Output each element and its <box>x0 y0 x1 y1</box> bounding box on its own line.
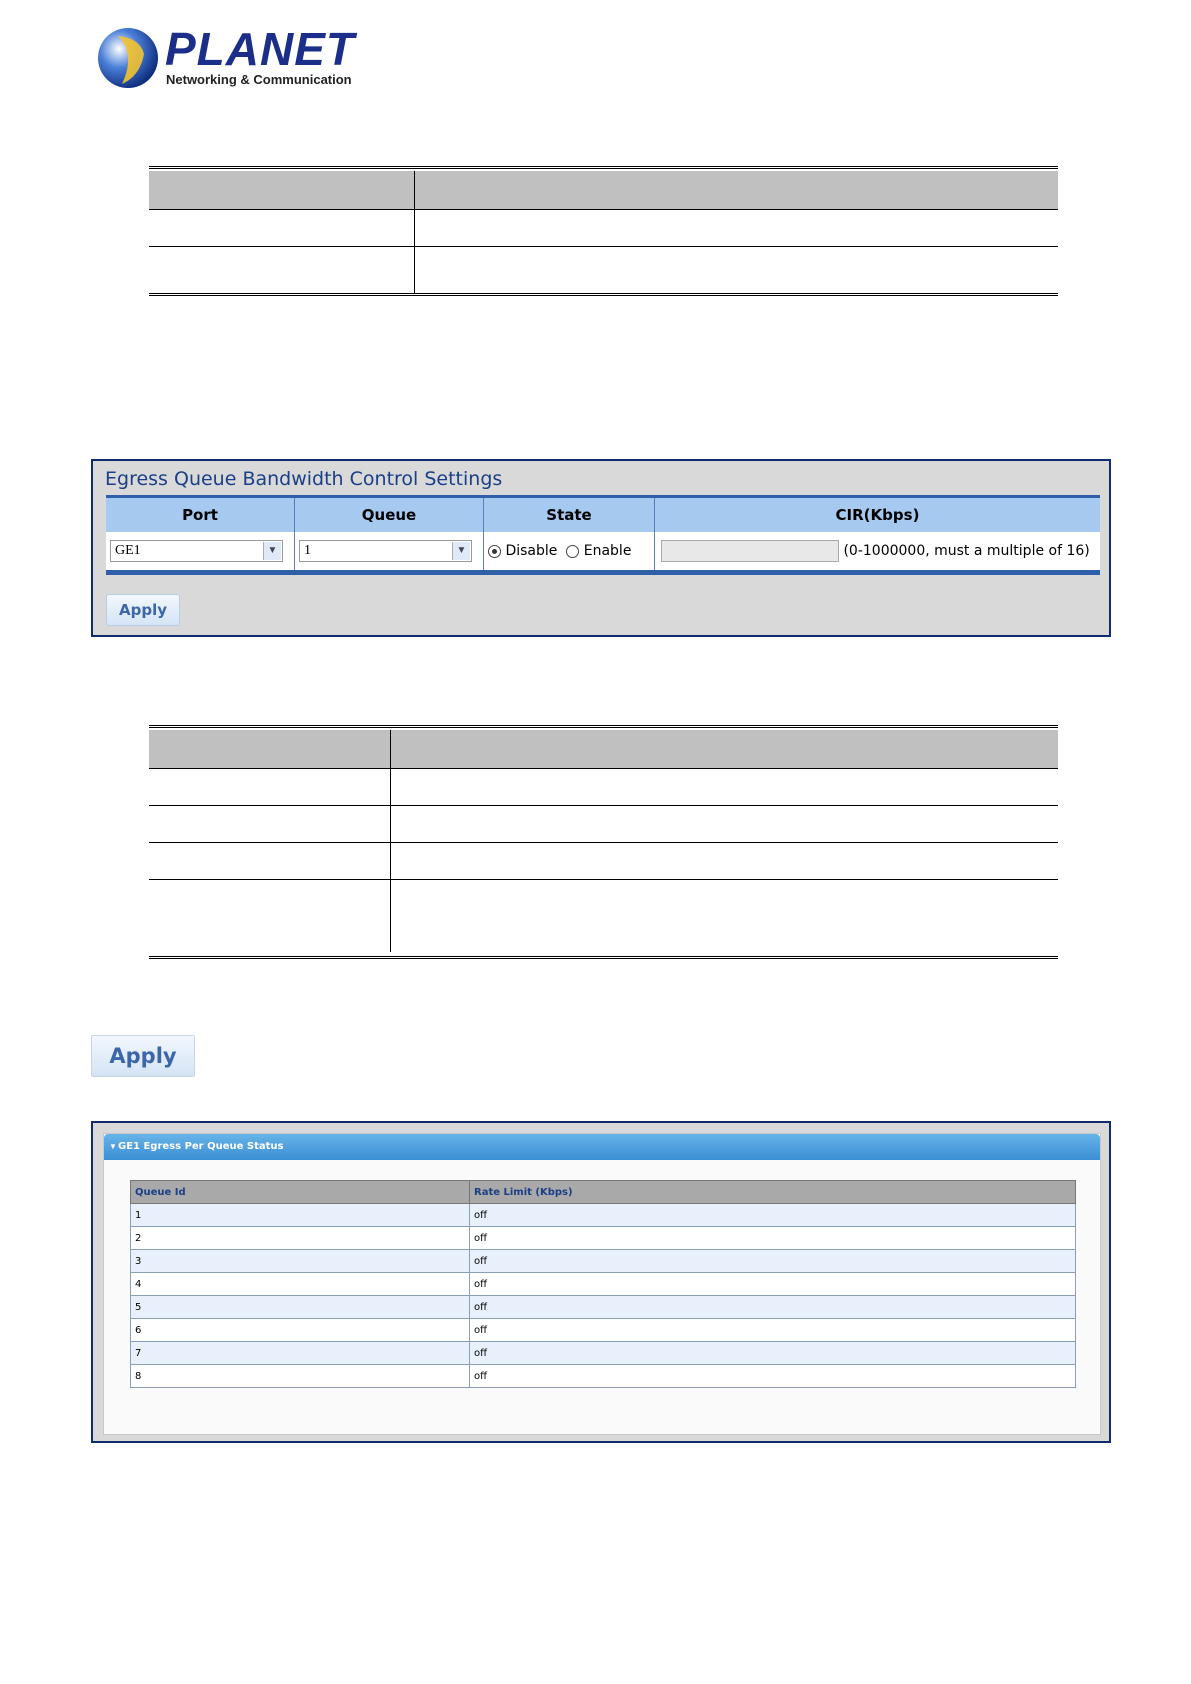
table-top-rule <box>149 725 1058 728</box>
cir-cell <box>655 532 1101 573</box>
queue-id-cell: 5 <box>131 1296 470 1319</box>
doc-cell <box>149 769 391 806</box>
table-bottom-rule <box>149 956 1058 959</box>
rate-cell: off <box>470 1296 1076 1319</box>
queue-id-cell: 8 <box>131 1365 470 1388</box>
queue-id-cell: 1 <box>131 1204 470 1227</box>
doc-cell <box>149 730 391 769</box>
doc-cell <box>391 769 1059 806</box>
table-row <box>131 1296 1076 1319</box>
table-top-rule <box>149 166 1058 169</box>
queue-id-cell: 3 <box>131 1250 470 1273</box>
chevron-down-icon[interactable]: ▼ <box>452 542 470 560</box>
doc-cell <box>149 843 391 880</box>
header-state: State <box>484 497 655 533</box>
settings-grid <box>106 495 1100 575</box>
doc-cell <box>391 806 1059 843</box>
doc-cell <box>149 806 391 843</box>
doc-cell <box>391 730 1059 769</box>
status-header-bar[interactable] <box>104 1134 1100 1160</box>
doc-cell <box>415 210 1059 247</box>
state-cell <box>484 532 655 573</box>
apply-button[interactable]: Apply <box>91 1035 195 1077</box>
port-cell <box>106 532 295 573</box>
port-select-value: GE1 <box>115 543 141 558</box>
table-row <box>131 1227 1076 1250</box>
cir-hint: (0-1000000, must a multiple of 16) <box>843 543 1090 559</box>
panel-title: Egress Queue Bandwidth Control Settings <box>105 468 503 490</box>
rate-cell: off <box>470 1319 1076 1342</box>
doc-cell <box>149 247 415 295</box>
brand-tagline: Networking & Communication <box>166 72 352 87</box>
doc-cell <box>149 880 391 953</box>
egress-settings-panel <box>91 459 1111 637</box>
queue-select[interactable] <box>299 540 472 562</box>
state-disable-radio[interactable] <box>488 545 501 558</box>
doc-cell <box>415 247 1059 295</box>
header-queue: Queue <box>295 497 484 533</box>
queue-select-value: 1 <box>304 543 311 558</box>
doc-cell <box>415 171 1059 210</box>
header-port: Port <box>106 497 295 533</box>
doc-cell <box>149 210 415 247</box>
col-rate-limit: Rate Limit (Kbps) <box>470 1181 1076 1204</box>
state-disable-label: Disable <box>505 543 558 559</box>
rate-cell: off <box>470 1250 1076 1273</box>
header-cir: CIR(Kbps) <box>655 497 1101 533</box>
rate-cell: off <box>470 1204 1076 1227</box>
queue-status-table <box>130 1180 1076 1388</box>
brand-name: PLANET <box>165 23 355 75</box>
status-container <box>103 1133 1101 1435</box>
table-row <box>131 1319 1076 1342</box>
port-select[interactable] <box>110 540 283 562</box>
col-queue-id: Queue Id <box>131 1181 470 1204</box>
doc-cell <box>391 880 1059 953</box>
queue-cell <box>295 532 484 573</box>
chevron-down-icon[interactable]: ▼ <box>263 542 281 560</box>
queue-id-cell: 4 <box>131 1273 470 1296</box>
table-row <box>131 1273 1076 1296</box>
rate-cell: off <box>470 1273 1076 1296</box>
rate-cell: off <box>470 1227 1076 1250</box>
table-bottom-rule <box>149 293 1058 296</box>
table-row <box>131 1204 1076 1227</box>
table-row <box>131 1365 1076 1388</box>
collapse-icon[interactable]: ▼ <box>109 1142 117 1151</box>
cir-input[interactable] <box>661 540 839 562</box>
doc-table-2 <box>149 730 1058 952</box>
queue-status-panel <box>91 1121 1111 1443</box>
table-row <box>131 1250 1076 1273</box>
queue-id-cell: 7 <box>131 1342 470 1365</box>
status-title: GE1 Egress Per Queue Status <box>118 1141 284 1152</box>
rate-cell: off <box>470 1365 1076 1388</box>
rate-cell: off <box>470 1342 1076 1365</box>
state-enable-radio[interactable] <box>566 545 579 558</box>
settings-apply-button[interactable]: Apply <box>106 594 180 626</box>
queue-id-cell: 2 <box>131 1227 470 1250</box>
state-enable-label: Enable <box>583 543 632 559</box>
doc-table-1 <box>149 171 1058 294</box>
doc-cell <box>391 843 1059 880</box>
queue-id-cell: 6 <box>131 1319 470 1342</box>
table-row <box>131 1342 1076 1365</box>
doc-cell <box>149 171 415 210</box>
